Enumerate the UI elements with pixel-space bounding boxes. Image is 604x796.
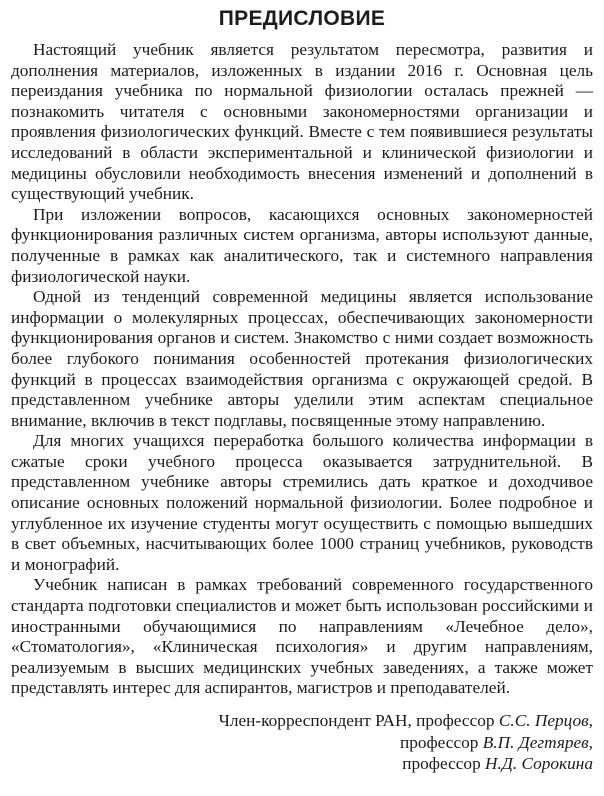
author-signatures	[11, 710, 593, 775]
signature-name: Н.Д. Сорокина	[485, 754, 593, 773]
document-page	[11, 0, 593, 775]
signature-name: С.С. Перцов,	[498, 711, 593, 730]
signature-name: В.П. Дегтярев,	[482, 732, 593, 752]
signature-title: профессор	[399, 732, 479, 752]
signature-line	[11, 732, 593, 754]
paragraph-1: Настоящий учебник является результатом пересмотра, развития и дополнения материалов, изложенных в издании 2016 г. Основная цель переиздания учебника по нормальной физиологии осталась прежней — познакомить читателя с основными закономерностями организации и проявления физиологических функций. Вместе с тем появившиеся результаты исследований в области экспериментальной и клинической физиологии и медицины обусловили необходимость внесения изменений и дополнений в существующий учебник.	[11, 40, 593, 204]
signature-line	[11, 753, 593, 775]
preface-body	[11, 40, 593, 699]
paragraph-5: Учебник написан в рамках требований современного государственного стандарта подготовки специалистов и может быть использован российскими и иностранными обучающимися по направлениям «Лечебное дело», «Стоматология», «Клиническая психология» и другим направлениям, реализуемым в высших медицинских учебных заведениях, а также может представлять интерес для аспирантов, магистров и преподавателей.	[11, 575, 593, 698]
paragraph-2: При изложении вопросов, касающихся основных закономерностей функционирования различных систем организма, авторы используют данные, полученные в рамках как аналитического, так и системного направления физиологической науки.	[11, 204, 593, 286]
page-title: ПРЕДИСЛОВИЕ	[218, 7, 386, 30]
signature-line	[11, 710, 593, 732]
paragraph-3: Одной из тенденций современной медицины является использование информации о молекулярных процессах, обеспечивающих закономерности функционирования органов и систем. Знакомство с ними создает возможность более глубокого понимания особенностей протекания физиологических функций в процессах взаимодействия организма с окружающей средой. В представленном учебнике авторы уделили этим аспектам специальное внимание, включив в текст подглавы, посвященные этому направлению.	[11, 287, 593, 430]
paragraph-4: Для многих учащихся переработка большого количества информации в сжатые сроки учебного процесса оказывается затруднительной. В представленном учебнике авторы стремились дать краткое и доходчивое описание основных положений нормальной физиологии. Более подробное и углубленное их изучение студенты могут осуществить с помощью вышедших в свет объемных, насчитывающих более 1000 страниц учебников, руководств и монографий.	[11, 431, 593, 574]
signature-title: профессор	[402, 754, 481, 773]
signature-title: Член-корреспондент РАН, профессор	[218, 711, 495, 730]
